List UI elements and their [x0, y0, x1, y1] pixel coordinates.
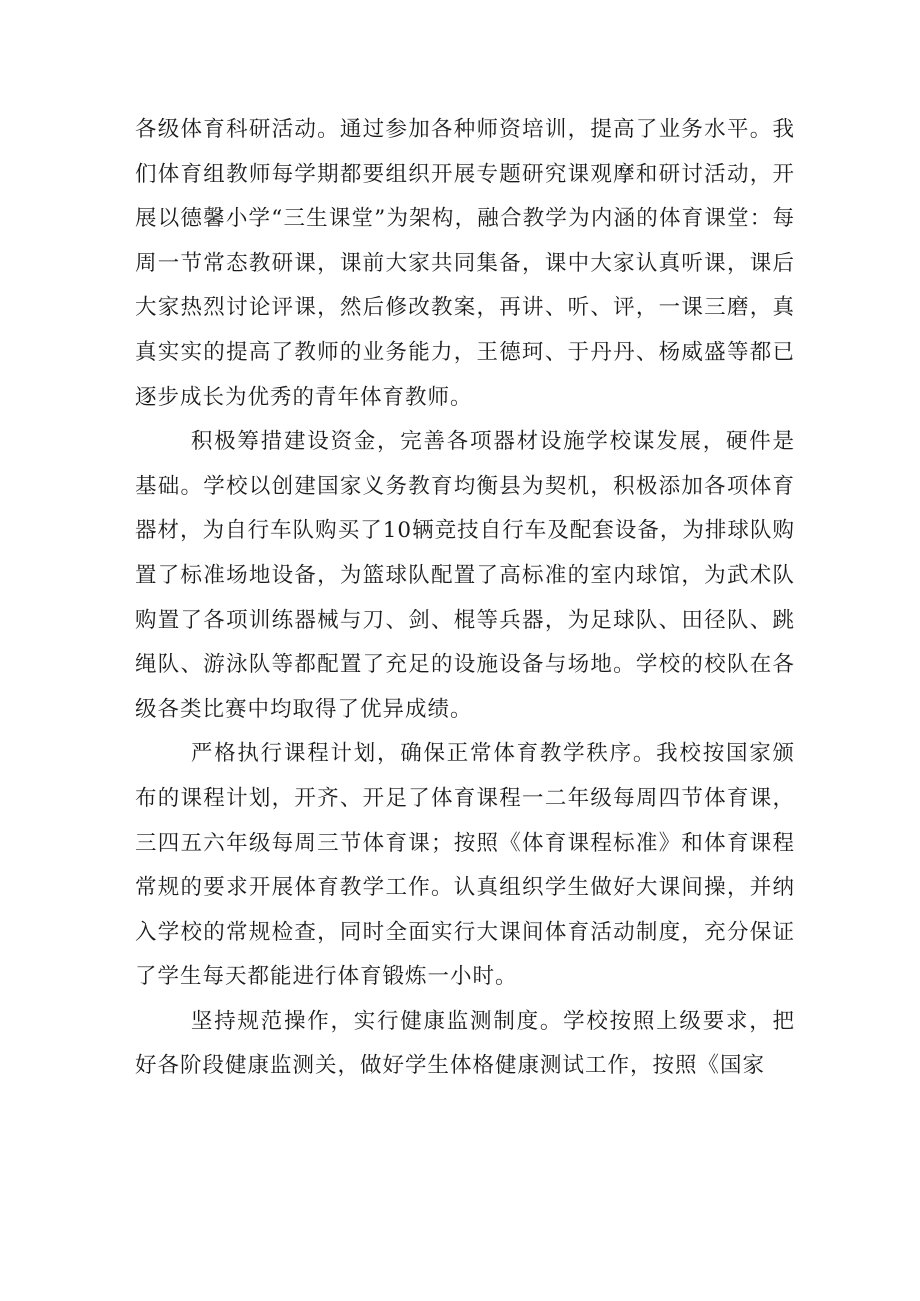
document-body [135, 108, 795, 1089]
paragraph-curriculum-plan: 严格执行课程计划，确保正常体育教学秩序。我校按国家颁布的课程计划，开齐、开足了体育课程一二年级每周四节体育课，三四五六年级每周三节体育课；按照《体育课程标准》和体育课程常规的要求开展体育教学工作。认真组织学生做好大课间操，并纳入学校的常规检查，同时全面实行大课间体育活动制度，充分保证了学生每天都能进行体育锻炼一小时。 [135, 741, 795, 990]
paragraph-equipment-funding: 积极筹措建设资金，完善各项器材设施学校谋发展，硬件是基础。学校以创建国家义务教育均衡县为契机，积极添加各项体育器材，为自行车队购买了10辆竞技自行车及配套设备，为排球队购置了标准场地设备，为篮球队配置了高标准的室内球馆，为武术队购置了各项训练器械与刀、剑、棍等兵器，为足球队、田径队、跳绳队、游泳队等都配置了充足的设施设备与场地。学校的校队在各级各类比赛中均取得了优异成绩。 [135, 429, 795, 722]
paragraph-teacher-training: 各级体育科研活动。通过参加各种师资培训，提高了业务水平。我们体育组教师每学期都要组织开展专题研究课观摩和研讨活动，开展以德馨小学“三生课堂”为架构，融合教学为内涵的体育课堂：每周一节常态教研课，课前大家共同集备，课中大家认真听课，课后大家热烈讨论评课，然后修改教案，再讲、听、评，一课三磨，真真实实的提高了教师的业务能力，王德珂、于丹丹、杨威盛等都已逐步成长为优秀的青年体育教师。 [135, 117, 795, 410]
paragraph-health-monitoring: 坚持规范操作，实行健康监测制度。学校按照上级要求，把好各阶段健康监测关，做好学生体格健康测试工作，按照《国家 [135, 1008, 795, 1079]
